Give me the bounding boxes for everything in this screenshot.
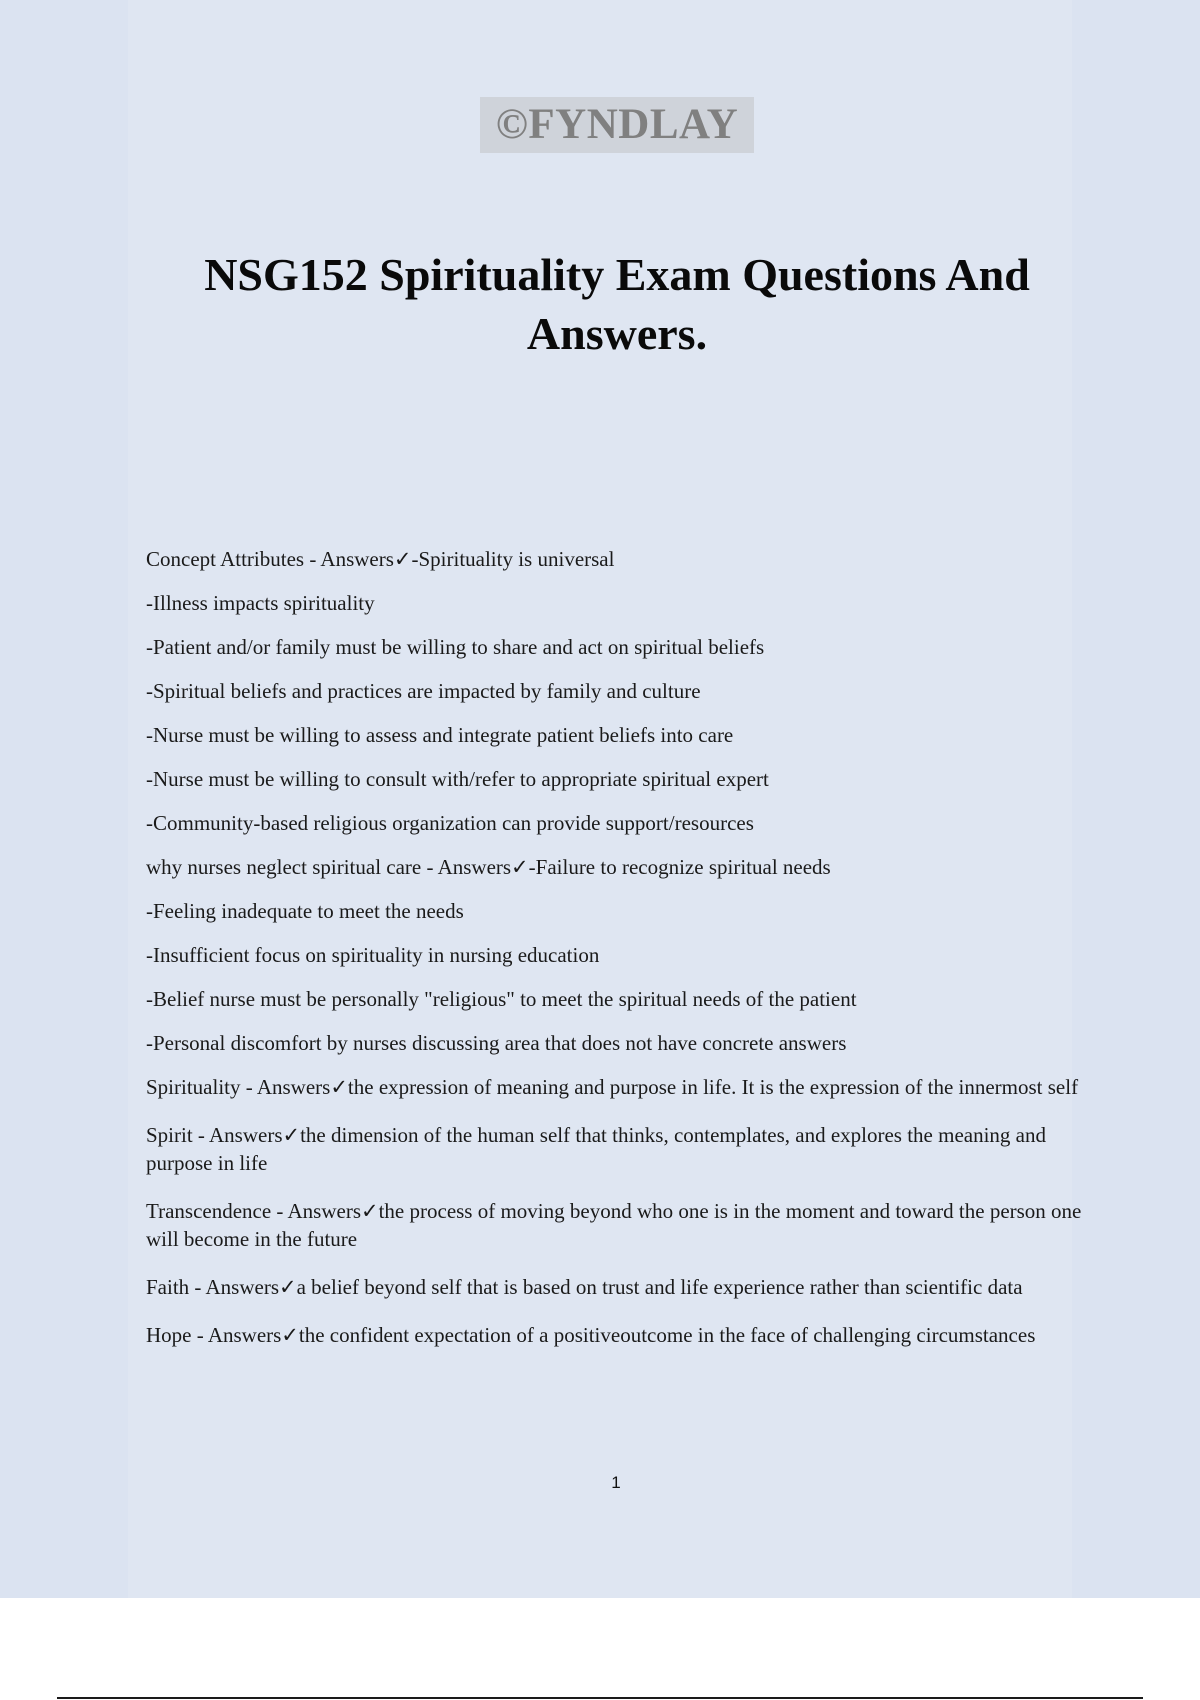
qa-line: -Feeling inadequate to meet the needs [146,899,464,923]
qa-line: why nurses neglect spiritual care - Answers✓-Failure to recognize spiritual needs [146,855,831,879]
qa-line: Concept Attributes - Answers✓-Spirituality is universal [146,547,615,571]
qa-entry-spirit [146,1121,1086,1177]
qa-content [146,545,1086,1349]
qa-line: -Patient and/or family must be willing to share and act on spiritual beliefs [146,635,765,659]
qa-definition: Transcendence - Answers✓the process of moving beyond who one is in the moment and toward the person one will become in the future [146,1199,1082,1251]
qa-line: -Community-based religious organization can provide support/resources [146,811,754,835]
qa-line: -Belief nurse must be personally "religious" to meet the spiritual needs of the patient [146,987,857,1011]
qa-entry-faith [146,1273,1086,1301]
qa-definition: Faith - Answers✓a belief beyond self that is based on trust and life experience rather than scientific data [146,1275,1023,1299]
qa-line: -Personal discomfort by nurses discussing area that does not have concrete answers [146,1031,847,1055]
qa-entry-hope [146,1321,1086,1349]
qa-line: -Nurse must be willing to assess and integrate patient beliefs into care [146,723,734,747]
qa-line: -Spiritual beliefs and practices are impacted by family and culture [146,679,701,703]
qa-definition: Spirituality - Answers✓the expression of meaning and purpose in life. It is the expression of the innermost self [146,1075,1079,1099]
qa-line: -Illness impacts spirituality [146,591,375,615]
page-number: 1 [611,1473,621,1492]
qa-entry-neglect-spiritual-care [146,853,1086,1057]
qa-entry-concept-attributes [146,545,1086,837]
qa-line: -Nurse must be willing to consult with/refer to appropriate spiritual expert [146,767,769,791]
qa-entry-spirituality [146,1073,1086,1101]
footer-divider [57,1697,1143,1699]
qa-line: -Insufficient focus on spirituality in nursing education [146,943,600,967]
qa-entry-transcendence [146,1197,1086,1253]
qa-definition: Spirit - Answers✓the dimension of the human self that thinks, contemplates, and explores the meaning and purpose in life [146,1123,1046,1175]
watermark-logo: ©FYNDLAY [480,97,754,153]
document-title: NSG152 Spirituality Exam Questions And Answers. [204,249,1030,359]
qa-definition: Hope - Answers✓the confident expectation of a positiveoutcome in the face of challenging circumstances [146,1323,1036,1347]
